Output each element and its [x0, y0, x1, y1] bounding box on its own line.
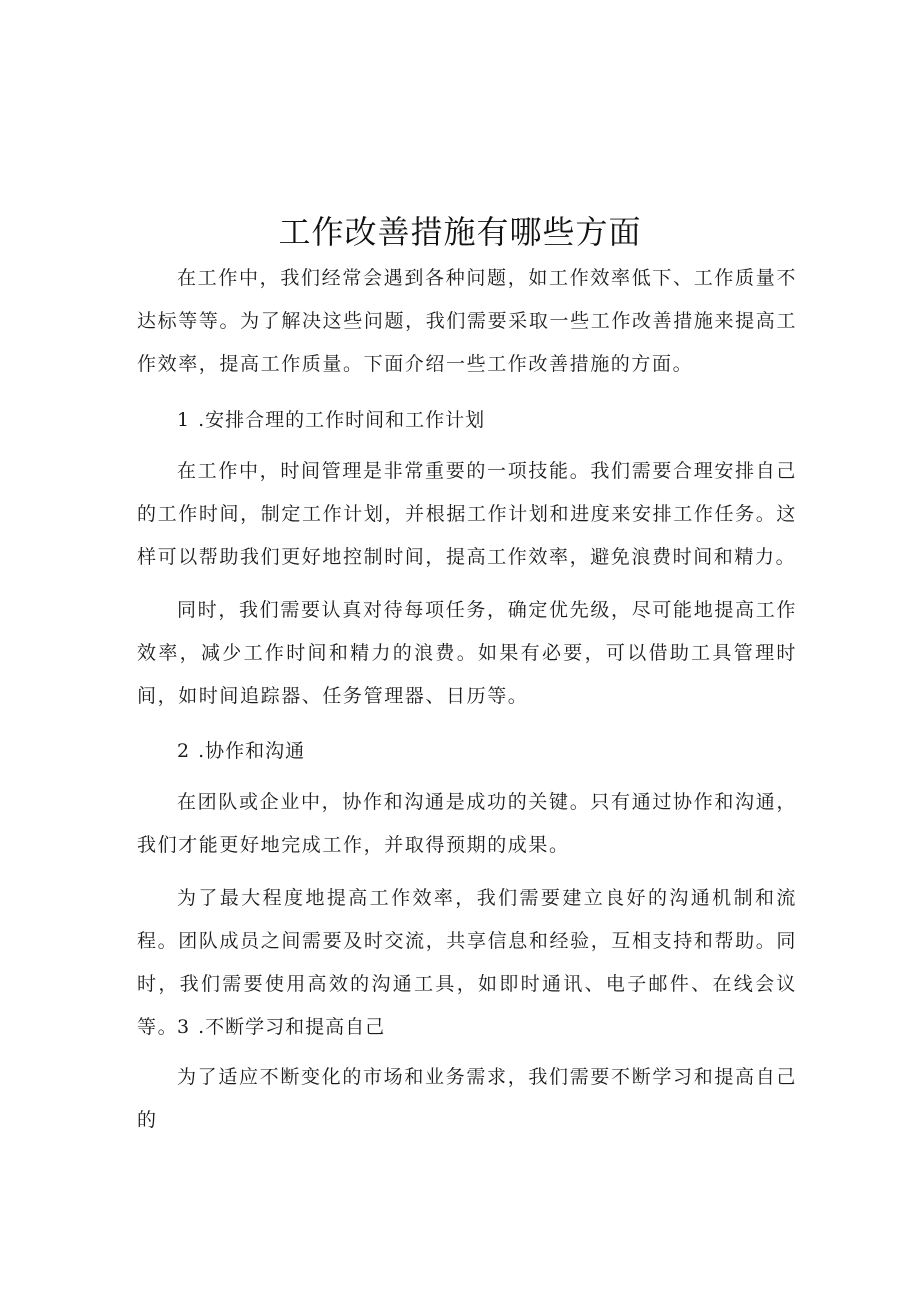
section-1-paragraph-1: 在工作中，时间管理是非常重要的一项技能。我们需要合理安排自己的工作时间，制定工作计划，并根据工作计划和进度来安排工作任务。这样可以帮助我们更好地控制时间，提高工作效率，避免浪费时间和精力。: [137, 460, 797, 568]
section-3-paragraph-1: 为了适应不断变化的市场和业务需求，我们需要不断学习和提高自己的: [137, 1066, 797, 1131]
section-2-number: 2: [177, 740, 191, 762]
section-3-number: 3: [177, 1016, 191, 1038]
intro-paragraph: 在工作中，我们经常会遇到各种问题，如工作效率低下、工作质量不达标等等。为了解决这些问题，我们需要采取一些工作改善措施来提高工作效率，提高工作质量。下面介绍一些工作改善措施的方面。: [137, 267, 797, 375]
section-1-heading: [177, 405, 777, 435]
section-1-paragraph-2: 同时，我们需要认真对待每项任务，确定优先级，尽可能地提高工作效率，减少工作时间和精力的浪费。如果有必要，可以借助工具管理时间，如时间追踪器、任务管理器、日历等。: [137, 599, 797, 707]
section-2-paragraph-2: 为了最大程度地提高工作效率，我们需要建立良好的沟通机制和流程。团队成员之间需要及时交流，共享信息和经验，互相支持和帮助。同时，我们需要使用高效的沟通工具，如即时通讯、电子邮件、在线会议等。: [137, 887, 797, 1038]
section-2-title: .协作和沟通: [198, 740, 306, 762]
section-2-heading: [177, 736, 777, 766]
document-title: 工作改善措施有哪些方面: [278, 213, 642, 251]
section-1-number: 1: [177, 409, 191, 431]
section-2-paragraph-1: 在团队或企业中，协作和沟通是成功的关键。只有通过协作和沟通，我们才能更好地完成工作，并取得预期的成果。: [137, 791, 797, 856]
section-1-title: .安排合理的工作时间和工作计划: [198, 409, 486, 431]
section-3-title: .不断学习和提高自己: [198, 1016, 386, 1038]
section-3-heading: [177, 1012, 777, 1042]
